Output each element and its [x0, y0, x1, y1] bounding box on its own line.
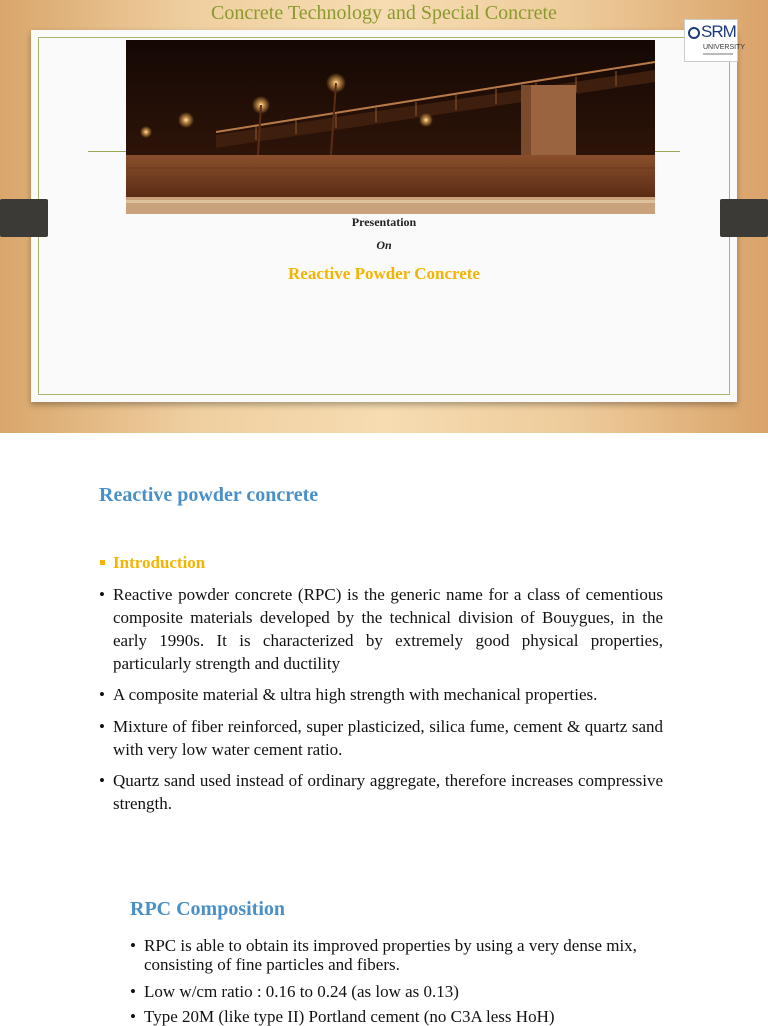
- title-slide: [0, 0, 768, 433]
- list-item: [130, 982, 670, 1001]
- list-item-text: Mixture of fiber reinforced, super plasticized, silica fume, cement & quartz sand with very low water cement ratio.: [113, 717, 663, 759]
- list-item-text: Reactive powder concrete (RPC) is the generic name for a class of cementious composite materials developed by the technical division of Bouygues, in the early 1990s. It is characterized by extremely good physical properties, particularly strength and ductility: [113, 585, 663, 673]
- bullet-icon: •: [99, 685, 105, 704]
- logo-subtitle: UNIVERSITY: [703, 44, 746, 51]
- list-item: [99, 769, 663, 815]
- bullet-icon: •: [130, 1007, 136, 1026]
- section-label: [100, 553, 205, 573]
- bullet-icon: •: [130, 982, 136, 1001]
- list-item: [130, 936, 670, 974]
- logo-tagline-line: [703, 53, 733, 55]
- list-item-text: RPC is able to obtain its improved properties by using a very dense mix, consisting of fine particles and fibers.: [144, 936, 637, 974]
- list-item-text: Low w/cm ratio : 0.16 to 0.24 (as low as 0.13): [144, 982, 459, 1001]
- list-item: [130, 1007, 670, 1026]
- bridge-night-photo: [126, 40, 655, 214]
- list-item: [99, 715, 663, 761]
- list-item: [99, 683, 663, 706]
- bullet-icon: •: [130, 936, 136, 955]
- logo-wordmark: SRM: [701, 22, 736, 41]
- course-title: Concrete Technology and Special Concrete: [211, 2, 557, 24]
- on-label: On: [376, 238, 392, 252]
- list-item-text: Type 20M (like type II) Portland cement (no C3A less HoH): [144, 1007, 555, 1026]
- bullet-icon: •: [99, 717, 105, 736]
- presentation-label: Presentation: [351, 215, 417, 229]
- bullet-icon: •: [99, 585, 105, 604]
- slide-heading: Reactive powder concrete: [99, 484, 319, 506]
- list-item-text: A composite material & ultra high strength with mechanical properties.: [113, 685, 598, 704]
- list-item: [99, 583, 663, 675]
- bullet-icon: •: [99, 771, 105, 790]
- presentation-title: Reactive Powder Concrete: [288, 264, 480, 283]
- section-label-text: Introduction: [113, 553, 206, 572]
- square-bullet-icon: [100, 560, 105, 565]
- list-item-text: Quartz sand used instead of ordinary aggregate, therefore increases compressive strength.: [113, 771, 663, 813]
- srm-logo: [684, 19, 746, 62]
- logo-emblem-icon: [688, 27, 700, 39]
- slide-heading: RPC Composition: [130, 898, 286, 920]
